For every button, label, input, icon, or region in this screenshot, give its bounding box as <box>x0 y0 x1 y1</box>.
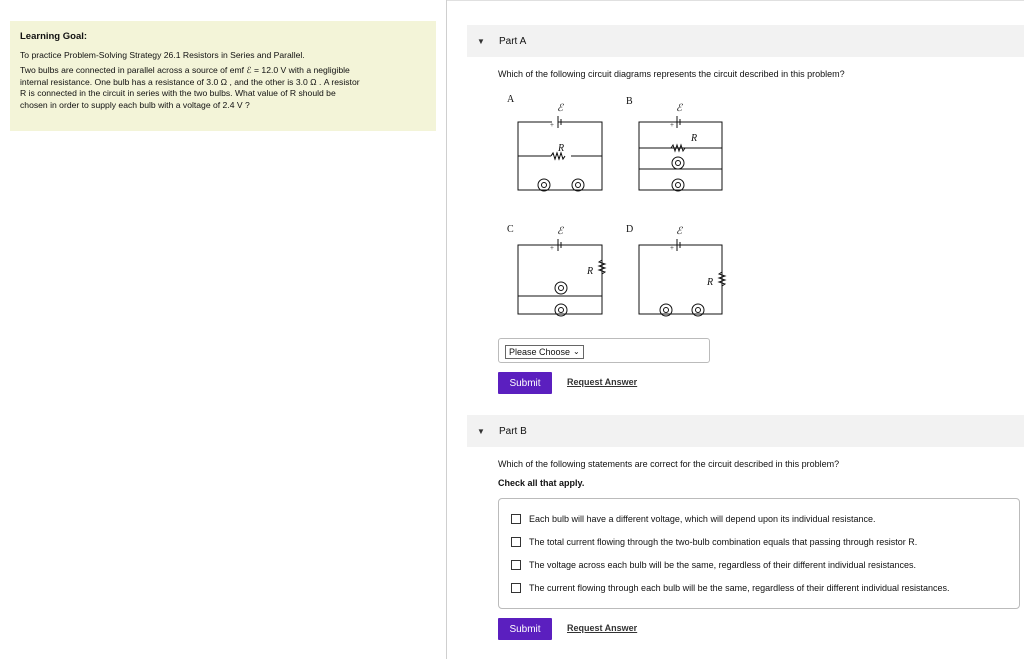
part-a-submit-button[interactable]: Submit <box>498 372 552 394</box>
problem-statement <box>20 65 426 111</box>
checkbox[interactable] <box>511 537 521 547</box>
learning-goal-title: Learning Goal: <box>20 31 88 42</box>
option-2[interactable] <box>511 537 917 547</box>
problem-line-4: chosen in order to supply each bulb with a voltage of 2.4 V ? <box>20 99 250 110</box>
plus-sign-d: + <box>670 244 674 252</box>
circuit-b-diagram <box>639 116 722 191</box>
option-2-label: The total current flowing through the two-bulb combination equals that passing through resistor R. <box>529 537 918 547</box>
circuit-select-container <box>498 338 710 363</box>
emf-symbol-d: ℰ <box>676 226 683 237</box>
option-3[interactable] <box>511 560 916 570</box>
part-b-title: Part B <box>499 425 527 437</box>
left-panel <box>0 0 447 659</box>
part-a-title: Part A <box>499 35 527 47</box>
circuit-diagrams <box>447 0 1024 330</box>
option-4-label: The current flowing through each bulb will be the same, regardless of their different individual resistances. <box>529 583 950 593</box>
circuit-label-d: D <box>626 224 634 235</box>
learning-goal-box <box>10 21 436 131</box>
plus-sign-c: + <box>550 244 554 252</box>
problem-line-2: internal resistance. One bulb has a resistance of 3.0 Ω , and the other is 3.0 Ω . A resistor <box>20 76 360 87</box>
resistor-label-a: R <box>558 143 565 154</box>
select-value: Please Choose <box>509 347 571 357</box>
problem-line-1: Two bulbs are connected in parallel across a source of emf ℰ = 12.0 V with a negligible <box>20 65 350 75</box>
circuit-label-b: B <box>626 96 633 107</box>
learning-goal-line: To practice Problem-Solving Strategy 26.1 Resistors in Series and Parallel. <box>20 50 305 60</box>
chevron-down-icon: ⌄ <box>573 347 580 356</box>
part-b-question: Which of the following statements are correct for the circuit described in this problem? <box>498 459 840 469</box>
plus-sign-a: + <box>550 121 554 129</box>
collapse-triangle-icon[interactable]: ▼ <box>477 426 485 436</box>
plus-sign-b: + <box>670 121 674 129</box>
right-panel <box>447 0 1024 659</box>
emf-symbol-b: ℰ <box>676 103 683 114</box>
part-a-request-answer-link[interactable]: Request Answer <box>567 377 638 387</box>
part-b-request-answer-link[interactable]: Request Answer <box>567 623 638 633</box>
part-b-header[interactable] <box>467 415 1024 447</box>
circuit-select-dropdown[interactable] <box>505 345 584 359</box>
checkbox[interactable] <box>511 514 521 524</box>
option-1-label: Each bulb will have a different voltage, which will depend upon its individual resistance. <box>529 514 876 524</box>
resistor-label-d: R <box>707 277 714 288</box>
resistor-label-b: R <box>691 133 698 144</box>
part-b-instruction: Check all that apply. <box>498 478 585 488</box>
emf-symbol-c: ℰ <box>557 226 564 237</box>
circuit-label-c: C <box>507 224 514 235</box>
part-b-submit-button[interactable]: Submit <box>498 618 552 640</box>
problem-line-3: R is connected in the circuit in series with the two bulbs. What value of R should be <box>20 88 336 98</box>
checkbox[interactable] <box>511 583 521 593</box>
collapse-triangle-icon[interactable]: ▼ <box>477 36 485 46</box>
resistor-label-c: R <box>587 266 594 277</box>
part-a-question: Which of the following circuit diagrams represents the circuit described in this problem? <box>498 69 845 79</box>
options-box <box>498 498 1020 609</box>
option-3-label: The voltage across each bulb will be the same, regardless of their different individual resistances. <box>529 560 917 570</box>
circuit-label-a: A <box>507 94 515 105</box>
option-4[interactable] <box>511 583 950 593</box>
checkbox[interactable] <box>511 560 521 570</box>
option-1[interactable] <box>511 514 876 524</box>
circuit-c-diagram <box>518 239 605 316</box>
emf-symbol-a: ℰ <box>557 103 564 114</box>
